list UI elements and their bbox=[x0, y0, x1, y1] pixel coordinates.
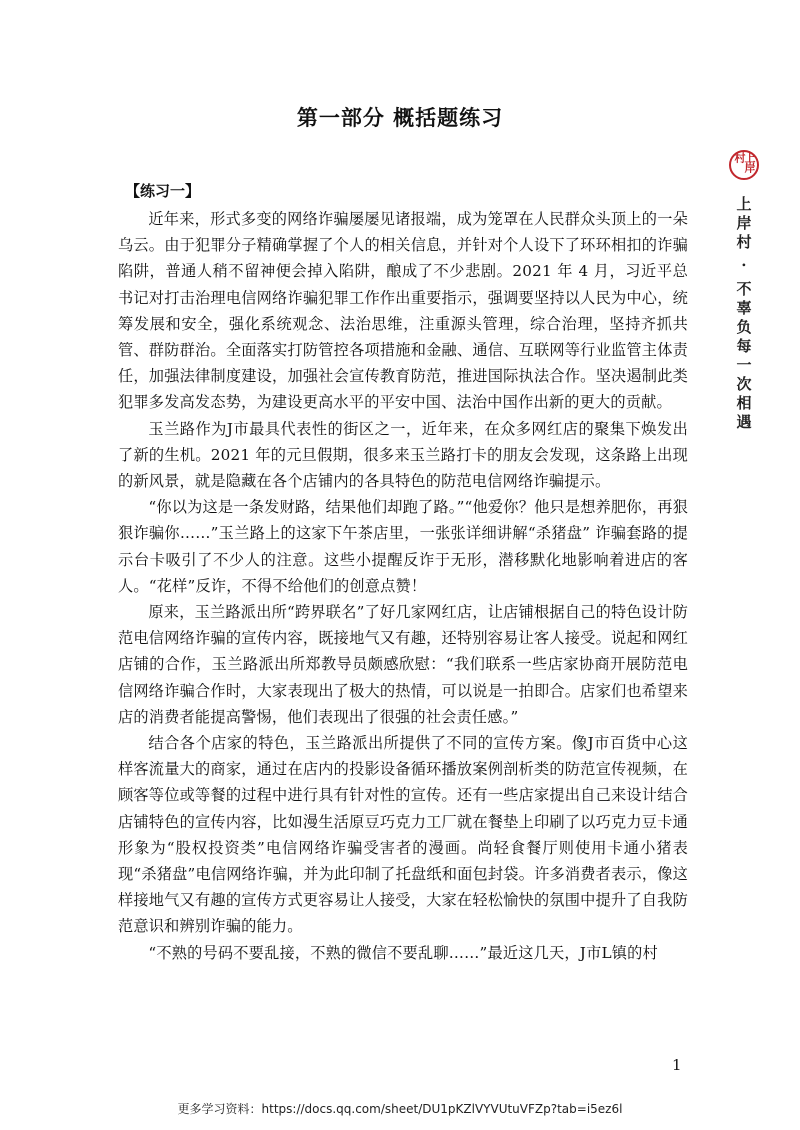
footer-link-text: 更多学习资料：https://docs.qq.com/sheet/DU1pKZlVYVUtuVFZp?tab=i5ez6l bbox=[177, 1102, 623, 1116]
brand-slogan: 上岸村 · 不辜负每一次相遇 bbox=[734, 196, 753, 433]
paragraph-4: 原来，玉兰路派出所“跨界联名”了好几家网红店，让店铺根据自己的特色设计防范电信网络诈骗的宣传内容，既接地气又有趣，还特别容易让客人接受。说起和网红店铺的合作，玉兰路派出所郑教导员颇感欣慰：“我们联系一些店家协商开展防范电信网络诈骗合作时，大家表现出了极大的热情，可以说是一拍即合。店家们也希望来店的消费者能提高警惕，他们表现出了很强的社会责任感。” bbox=[118, 603, 688, 726]
brand-logo-icon bbox=[729, 150, 759, 180]
paragraph-2: 玉兰路作为J市最具代表性的街区之一，近年来，在众多网红店的聚集下焕发出了新的生机。2021 年的元旦假期，很多来玉兰路打卡的朋友会发现，这条路上出现的新风景，就是隐藏在各个店铺内的各具特色的防范电信网络诈骗提示。 bbox=[118, 419, 688, 491]
page-number: 1 bbox=[672, 1056, 682, 1074]
paragraph-3: “你以为这是一条发财路，结果他们却跑了路。”“他爱你？他只是想养肥你，再狠狠诈骗你……”玉兰路上的这家下午茶店里，一张张详细讲解“杀猪盘” 诈骗套路的提示台卡吸引了不少人的注意。这些小提醒反诈于无形，潜移默化地影响着进店的客人。“花样”反诈，不得不给他们的创意点赞！ bbox=[118, 498, 688, 595]
paragraph-1: 近年来，形式多变的网络诈骗屡屡见诸报端，成为笼罩在人民群众头顶上的一朵乌云。由于犯罪分子精确掌握了个人的相关信息，并针对个人设下了环环相扣的诈骗陷阱，普通人稍不留神便会掉入陷阱，酿成了不少悲剧。2021 年 4 月，习近平总书记对打击治理电信网络诈骗犯罪工作作出重要指示，强调要坚持以人民为中心，统筹发展和安全，强化系统观念、法治思维，注重源头管理，综合治理，坚持齐抓共管、群防群治。全面落实打防管控各项措施和金融、通信、互联网等行业监管主体责任，加强法律制度建设，加强社会宣传教育防范，推进国际执法合作。坚决遏制此类犯罪多发高发态势，为建设更高水平的平安中国、法治中国作出新的更大的贡献。 bbox=[118, 210, 688, 412]
brand-logo-text: 上岸村 bbox=[733, 152, 756, 172]
paragraph-5: 结合各个店家的特色，玉兰路派出所提供了不同的宣传方案。像J市百货中心这样客流量大的商家，通过在店内的投影设备循环播放案例剖析类的防范宣传视频，在顾客等位或等餐的过程中进行具有针对性的宣传。还有一些店家提出自己来设计结合店铺特色的宣传内容，比如漫生活原豆巧克力工厂就在餐垫上印刷了以巧克力豆卡通形象为“股权投资类”电信网络诈骗受害者的漫画。尚轻食餐厅则使用卡通小猪表现“杀猪盘”电信网络诈骗，并为此印制了托盘纸和面包封袋。许多消费者表示，像这样接地气又有趣的宣传方式更容易让人接受，大家在轻松愉快的氛围中提升了自我防范意识和辨别诈骗的能力。 bbox=[118, 734, 688, 936]
section-heading: 【练习一】 bbox=[125, 182, 201, 200]
side-brand bbox=[727, 150, 761, 433]
body-text bbox=[118, 206, 688, 966]
paragraph-6: “不熟的号码不要乱接，不熟的微信不要乱聊……”最近这几天，J市L镇的村 bbox=[148, 943, 658, 962]
page-title: 第一部分 概括题练习 bbox=[296, 105, 504, 130]
